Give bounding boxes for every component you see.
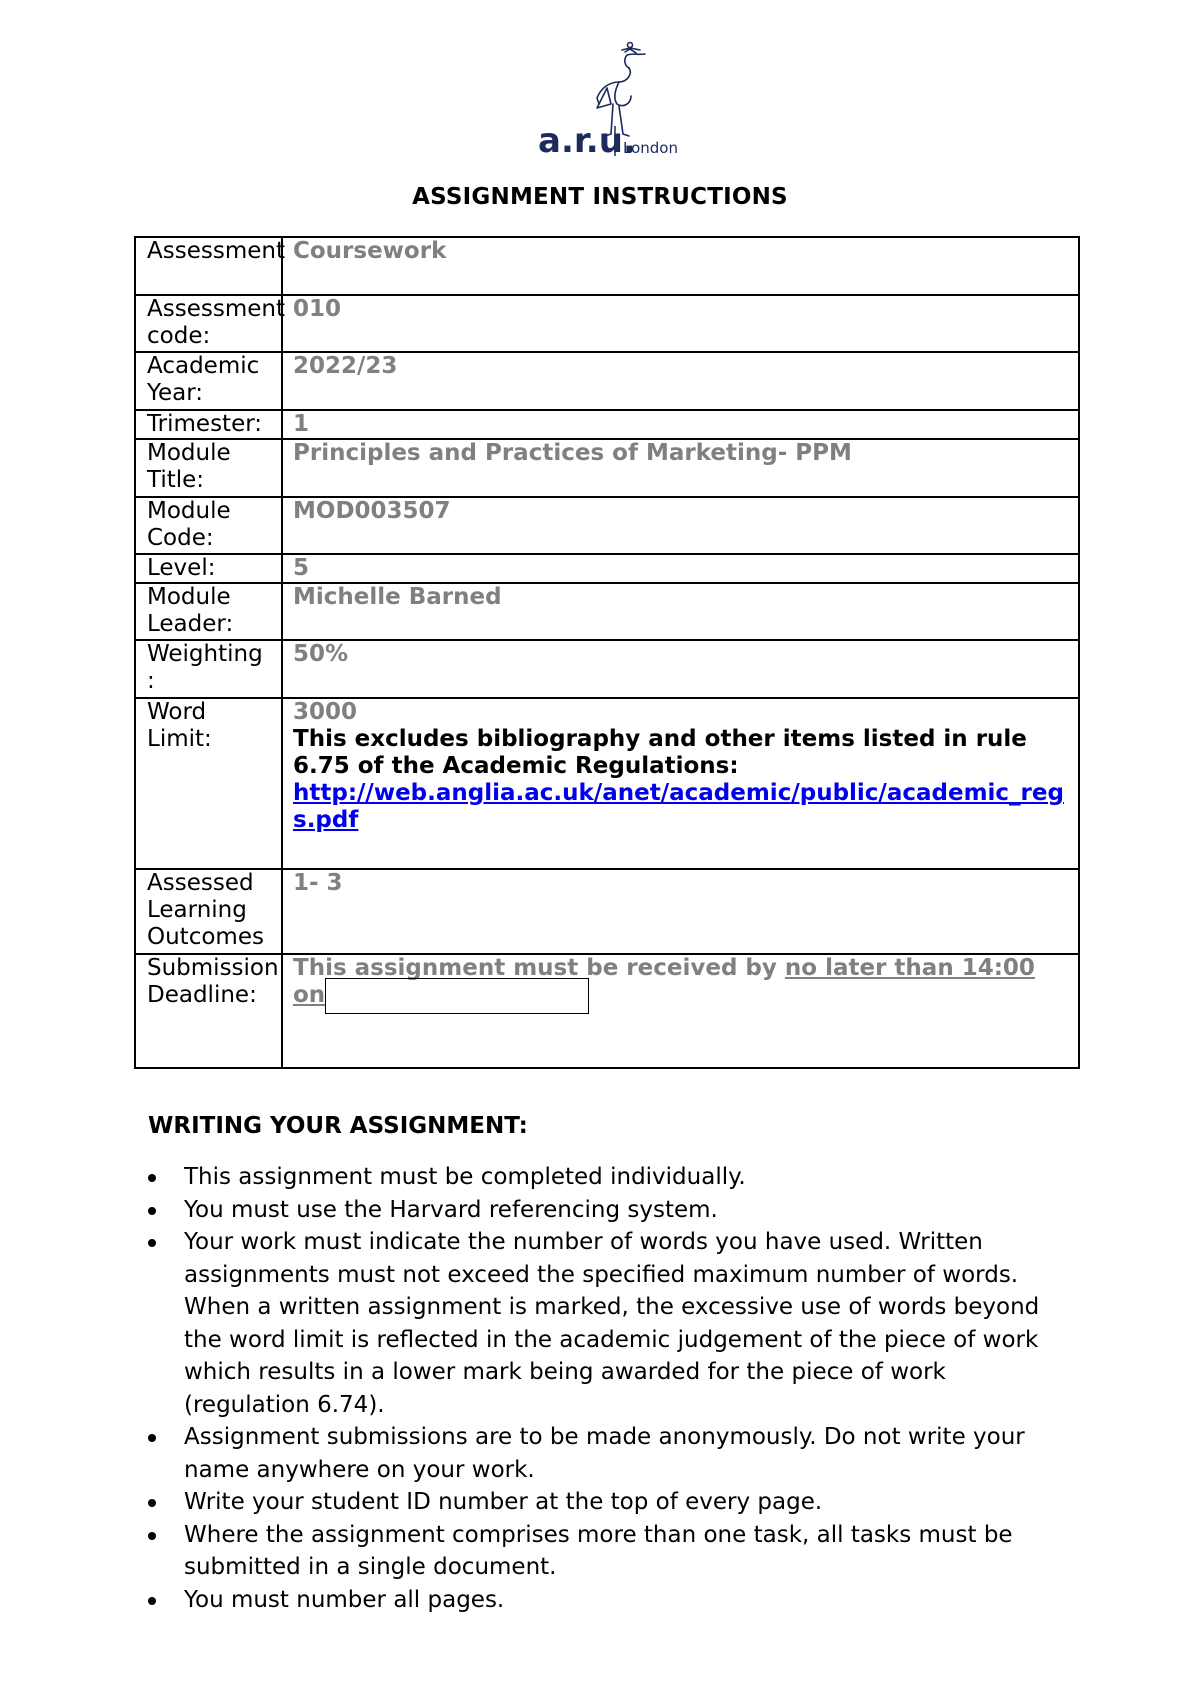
module-leader-label: Module Leader: — [135, 583, 282, 640]
row-module-title — [135, 439, 1079, 497]
learning-outcomes-value: 1- 3 — [282, 869, 1079, 954]
deadline-value — [282, 954, 1079, 1068]
aru-london-logo — [515, 38, 685, 168]
deadline-label: Submission Deadline: — [135, 954, 282, 1068]
list-item — [148, 1519, 1078, 1584]
word-limit-label: Word Limit: — [135, 698, 282, 869]
learning-outcomes-label: Assessed Learning Outcomes — [135, 869, 282, 954]
assessment-value: Coursework — [282, 237, 1079, 295]
rule-text: This assignment must be completed individually. — [184, 1164, 746, 1190]
writing-rules-list — [148, 1161, 1078, 1616]
module-title-label: Module Title: — [135, 439, 282, 497]
module-title-value: Principles and Practices of Marketing- PPM — [282, 439, 1079, 497]
row-learning-outcomes — [135, 869, 1079, 954]
level-value: 5 — [282, 554, 1079, 583]
level-label: Level: — [135, 554, 282, 583]
rule-text: You must number all pages. — [184, 1586, 505, 1613]
assessment-code-label: Assessment code: — [135, 295, 282, 352]
row-module-code — [135, 497, 1079, 554]
writing-heading: WRITING YOUR ASSIGNMENT: — [148, 1113, 528, 1139]
rule-text: Where the assignment comprises more than one task, all tasks must be submitted in a single document. — [184, 1521, 1013, 1580]
weighting-label: Weighting : — [135, 640, 282, 698]
word-limit-value: 3000 — [293, 699, 358, 725]
assessment-label: Assessment — [135, 237, 282, 295]
brand-text: a.r.u. — [538, 121, 636, 161]
academic-regs-link[interactable]: http://web.anglia.ac.uk/anet/academic/public/academic_regs.pdf — [293, 780, 1064, 833]
bullet-icon — [148, 1239, 156, 1247]
list-item — [148, 1226, 1078, 1421]
academic-year-label: Academic Year: — [135, 352, 282, 410]
row-assessment-code — [135, 295, 1079, 352]
deadline-time: no later than 14:00 on — [293, 955, 1035, 1008]
rule-text: Your work must indicate the number of words you have used. Written assignments must not exceed the specified maximum number of words. When a written assignment is marked, the excessive use of words beyond the word limit is reflected in the academic judgement of the piece of work which results in a lower mark being awarded for the piece of work (regulation 6.74). — [184, 1229, 1040, 1418]
weighting-value: 50% — [282, 640, 1079, 698]
module-code-value: MOD003507 — [282, 497, 1079, 554]
row-level — [135, 554, 1079, 583]
rule-text: Assignment submissions are to be made anonymously. Do not write your name anywhere on your work. — [184, 1424, 1025, 1483]
module-leader-value: Michelle Barned — [282, 583, 1079, 640]
row-academic-year — [135, 352, 1079, 410]
row-trimester — [135, 410, 1079, 439]
page-title: ASSIGNMENT INSTRUCTIONS — [412, 184, 788, 210]
word-limit-note: This excludes bibliography and other items listed in rule 6.75 of the Academic Regulations: — [293, 726, 1027, 779]
list-item — [148, 1421, 1078, 1486]
bullet-icon — [148, 1597, 156, 1605]
module-code-label: Module Code: — [135, 497, 282, 554]
bullet-icon — [148, 1207, 156, 1215]
list-item — [148, 1584, 1078, 1617]
trimester-value: 1 — [282, 410, 1079, 439]
row-deadline — [135, 954, 1079, 1068]
row-assessment — [135, 237, 1079, 295]
bullet-icon — [148, 1174, 156, 1182]
bullet-icon — [148, 1532, 156, 1540]
campus-text: London — [623, 139, 678, 157]
assessment-code-value: 010 — [282, 295, 1079, 352]
bullet-icon — [148, 1499, 156, 1507]
row-weighting — [135, 640, 1079, 698]
list-item — [148, 1161, 1078, 1194]
assignment-details-table — [134, 236, 1080, 1069]
academic-year-value: 2022/23 — [282, 352, 1079, 410]
list-item — [148, 1486, 1078, 1519]
row-word-limit — [135, 698, 1079, 869]
row-module-leader — [135, 583, 1079, 640]
deadline-text: This assignment must be received by — [293, 955, 785, 981]
list-item — [148, 1194, 1078, 1227]
trimester-label: Trimester: — [135, 410, 282, 439]
bullet-icon — [148, 1434, 156, 1442]
deadline-date-box — [325, 978, 589, 1014]
rule-text: You must use the Harvard referencing system. — [184, 1196, 718, 1223]
rule-text: Write your student ID number at the top of every page. — [184, 1489, 823, 1515]
